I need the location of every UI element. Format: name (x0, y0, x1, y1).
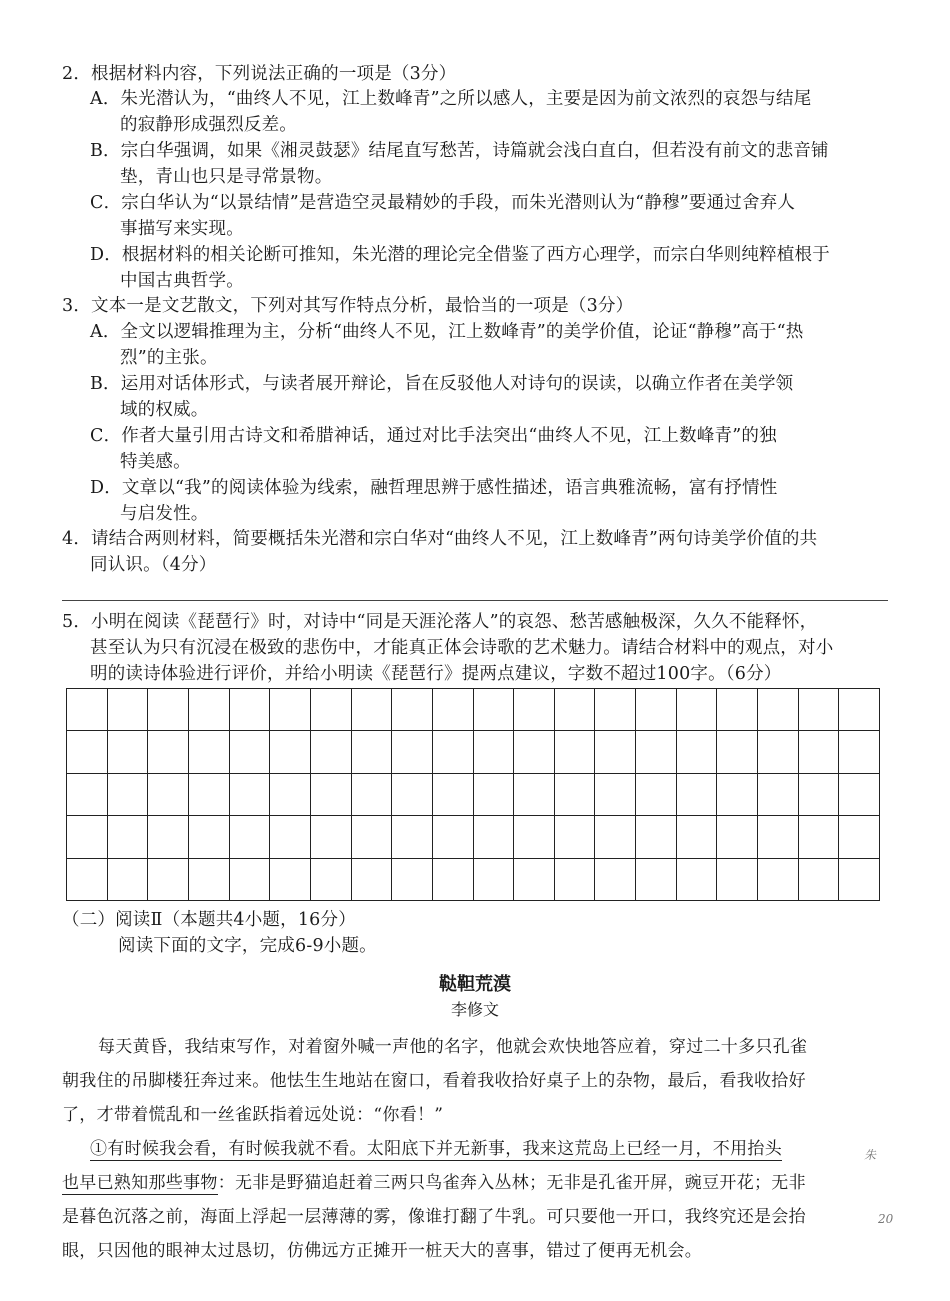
grid-cell[interactable] (189, 859, 230, 901)
margin-note-2: 20 (878, 1212, 894, 1226)
grid-cell[interactable] (758, 859, 799, 901)
grid-cell[interactable] (148, 816, 189, 858)
grid-cell[interactable] (433, 689, 474, 731)
answer-line (62, 600, 888, 601)
q3-option-a-cont: 烈”的主张。 (120, 348, 218, 368)
grid-cell[interactable] (270, 816, 311, 858)
grid-cell[interactable] (758, 731, 799, 773)
grid-cell[interactable] (311, 731, 352, 773)
underlined-sentence-1-cont: 也早已熟知那些事物 (62, 1173, 218, 1193)
q3-option-c: C．作者大量引用古诗文和希腊神话，通过对比手法突出“曲终人不见，江上数峰青”的独 (90, 426, 777, 446)
grid-cell[interactable] (352, 859, 393, 901)
grid-cell[interactable] (108, 689, 149, 731)
grid-cell[interactable] (717, 731, 758, 773)
q2-option-c: C．宗白华认为“以景结情”是营造空灵最精妙的手段，而朱光潜则认为“静穆”要通过舍弃人 (90, 193, 796, 213)
section2-instruction: 阅读下面的文字，完成6-9小题。 (118, 936, 377, 956)
grid-cell[interactable] (474, 731, 515, 773)
grid-cell[interactable] (595, 816, 636, 858)
grid-cell[interactable] (514, 859, 555, 901)
grid-cell[interactable] (839, 731, 880, 773)
q2-option-d-cont: 中国古典哲学。 (120, 271, 244, 291)
grid-cell[interactable] (839, 859, 880, 901)
grid-cell[interactable] (67, 731, 108, 773)
grid-cell[interactable] (433, 816, 474, 858)
grid-cell[interactable] (311, 859, 352, 901)
grid-cell[interactable] (555, 774, 596, 816)
grid-cell[interactable] (717, 816, 758, 858)
grid-cell[interactable] (270, 774, 311, 816)
q2-stem: 2．根据材料内容，下列说法正确的一项是（3分） (62, 64, 457, 84)
grid-cell[interactable] (392, 774, 433, 816)
grid-cell[interactable] (392, 731, 433, 773)
grid-cell[interactable] (474, 774, 515, 816)
grid-cell[interactable] (555, 731, 596, 773)
grid-cell[interactable] (839, 816, 880, 858)
grid-cell[interactable] (352, 816, 393, 858)
grid-cell[interactable] (636, 859, 677, 901)
q2-option-a: A．朱光潜认为，“曲终人不见，江上数峰青”之所以感人，主要是因为前文浓烈的哀怨与结尾 (90, 89, 812, 109)
grid-cell[interactable] (636, 689, 677, 731)
grid-cell[interactable] (555, 859, 596, 901)
grid-cell[interactable] (352, 731, 393, 773)
grid-cell[interactable] (595, 859, 636, 901)
grid-cell[interactable] (148, 859, 189, 901)
q3-option-a: A．全文以逻辑推理为主，分析“曲终人不见，江上数峰青”的美学价值，论证“静穆”高于“热 (90, 322, 804, 342)
grid-cell[interactable] (392, 816, 433, 858)
grid-cell[interactable] (189, 774, 230, 816)
grid-cell[interactable] (230, 689, 271, 731)
q2-option-d: D．根据材料的相关论断可推知，朱光潜的理论完全借鉴了西方心理学，而宗白华则纯粹植根于 (90, 245, 830, 265)
grid-cell[interactable] (799, 816, 840, 858)
grid-cell[interactable] (189, 689, 230, 731)
article-p2-line1 (90, 1136, 782, 1162)
grid-cell[interactable] (392, 689, 433, 731)
q4-stem-cont: 同认识。（4分） (90, 555, 217, 575)
grid-cell[interactable] (514, 816, 555, 858)
q3-option-d: D．文章以“我”的阅读体验为线索，融哲理思辨于感性描述，语言典雅流畅，富有抒情性 (90, 478, 778, 498)
grid-cell[interactable] (67, 859, 108, 901)
grid-cell[interactable] (799, 859, 840, 901)
grid-cell[interactable] (433, 731, 474, 773)
grid-cell[interactable] (636, 816, 677, 858)
grid-cell[interactable] (108, 731, 149, 773)
grid-cell[interactable] (758, 774, 799, 816)
grid-cell[interactable] (230, 859, 271, 901)
grid-cell[interactable] (108, 816, 149, 858)
grid-cell[interactable] (799, 774, 840, 816)
q5-stem-cont-2: 明的读诗体验进行评价，并给小明读《琵琶行》提两点建议，字数不超过100字。（6分） (90, 664, 782, 684)
article-p2-line3: 是暮色沉落之前，海面上浮起一层薄薄的雾，像谁打翻了牛乳。可只要他一开口，我终究还是会抬 (62, 1207, 806, 1227)
article-p1-line3: 了，才带着慌乱和一丝雀跃指着远处说：“你看！” (62, 1105, 444, 1125)
grid-cell[interactable] (270, 859, 311, 901)
grid-cell[interactable] (839, 774, 880, 816)
q3-stem: 3．文本一是文艺散文，下列对其写作特点分析，最恰当的一项是（3分） (62, 296, 634, 316)
q3-option-c-cont: 特美感。 (120, 452, 191, 472)
grid-cell[interactable] (514, 774, 555, 816)
grid-cell[interactable] (311, 774, 352, 816)
answer-grid[interactable] (66, 688, 880, 901)
grid-cell[interactable] (677, 731, 718, 773)
grid-cell[interactable] (636, 774, 677, 816)
grid-cell[interactable] (311, 816, 352, 858)
grid-cell[interactable] (352, 689, 393, 731)
grid-cell[interactable] (717, 689, 758, 731)
grid-cell[interactable] (433, 774, 474, 816)
grid-cell[interactable] (514, 731, 555, 773)
article-p1-line2: 朝我住的吊脚楼狂奔过来。他怯生生地站在窗口，看着我收拾好桌子上的杂物，最后，看我收拾好 (62, 1071, 806, 1091)
grid-cell[interactable] (148, 731, 189, 773)
grid-cell[interactable] (839, 689, 880, 731)
grid-cell[interactable] (270, 689, 311, 731)
section2-heading: （二）阅读Ⅱ（本题共4小题，16分） (62, 910, 356, 930)
grid-cell[interactable] (230, 816, 271, 858)
q2-option-a-cont: 的寂静形成强烈反差。 (120, 115, 297, 135)
grid-cell[interactable] (595, 774, 636, 816)
grid-cell[interactable] (677, 816, 718, 858)
margin-note-1: 朱 (864, 1148, 877, 1162)
grid-cell[interactable] (677, 859, 718, 901)
grid-cell[interactable] (392, 859, 433, 901)
article-p2-line2 (62, 1170, 806, 1196)
article-title: 鞑靼荒漠 (439, 974, 511, 995)
grid-cell[interactable] (230, 774, 271, 816)
grid-cell[interactable] (474, 816, 515, 858)
grid-cell[interactable] (677, 774, 718, 816)
grid-cell[interactable] (677, 689, 718, 731)
q5-stem-cont-1: 甚至认为只有沉浸在极致的悲伤中，才能真正体会诗歌的艺术魅力。请结合材料中的观点，对小 (90, 638, 834, 658)
grid-cell[interactable] (717, 774, 758, 816)
q3-option-d-cont: 与启发性。 (120, 504, 209, 524)
q2-option-b: B．宗白华强调，如果《湘灵鼓瑟》结尾直写愁苦，诗篇就会浅白直白，但若没有前文的悲音铺 (90, 141, 829, 161)
grid-cell[interactable] (514, 689, 555, 731)
grid-cell[interactable] (758, 816, 799, 858)
grid-cell[interactable] (148, 774, 189, 816)
grid-cell[interactable] (189, 731, 230, 773)
q5-stem: 5．小明在阅读《琵琶行》时，对诗中“同是天涯沦落人”的哀怨、愁苦感触极深，久久不能释怀， (62, 612, 818, 632)
grid-cell[interactable] (474, 689, 515, 731)
q4-stem: 4．请结合两则材料，简要概括朱光潜和宗白华对“曲终人不见，江上数峰青”两句诗美学价值的共 (62, 529, 818, 549)
grid-cell[interactable] (148, 689, 189, 731)
grid-cell[interactable] (189, 816, 230, 858)
q3-option-b-cont: 域的权威。 (120, 400, 209, 420)
q3-option-b: B．运用对话体形式，与读者展开辩论，旨在反驳他人对诗句的误读，以确立作者在美学领 (90, 374, 794, 394)
grid-cell[interactable] (555, 816, 596, 858)
grid-cell[interactable] (799, 731, 840, 773)
grid-cell[interactable] (67, 774, 108, 816)
grid-cell[interactable] (555, 689, 596, 731)
grid-cell[interactable] (108, 859, 149, 901)
article-author: 李修文 (450, 1000, 499, 1019)
grid-cell[interactable] (108, 774, 149, 816)
grid-cell[interactable] (352, 774, 393, 816)
grid-cell[interactable] (799, 689, 840, 731)
article-p2-line2-rest: ：无非是野猫追赶着三两只鸟雀奔入丛林；无非是孔雀开屏，豌豆开花；无非 (217, 1173, 806, 1193)
grid-cell[interactable] (67, 816, 108, 858)
grid-cell[interactable] (717, 859, 758, 901)
grid-cell[interactable] (758, 689, 799, 731)
q2-option-b-cont: 垫，青山也只是寻常景物。 (120, 167, 333, 187)
grid-cell[interactable] (270, 731, 311, 773)
underlined-sentence-1: ①有时候我会看，有时候我就不看。太阳底下并无新事，我来这荒岛上已经一月，不用抬头 (90, 1139, 782, 1159)
grid-cell[interactable] (230, 731, 271, 773)
article-p1-line1: 每天黄昏，我结束写作，对着窗外喊一声他的名字，他就会欢快地答应着，穿过二十多只孔雀 (98, 1037, 808, 1057)
q2-option-c-cont: 事描写来实现。 (120, 219, 244, 239)
grid-cell[interactable] (474, 859, 515, 901)
grid-cell[interactable] (595, 731, 636, 773)
grid-cell[interactable] (67, 689, 108, 731)
grid-cell[interactable] (311, 689, 352, 731)
grid-cell[interactable] (636, 731, 677, 773)
article-p2-line4: 眼，只因他的眼神太过恳切，仿佛远方正摊开一桩天大的喜事，错过了便再无机会。 (62, 1241, 703, 1261)
grid-cell[interactable] (595, 689, 636, 731)
grid-cell[interactable] (433, 859, 474, 901)
